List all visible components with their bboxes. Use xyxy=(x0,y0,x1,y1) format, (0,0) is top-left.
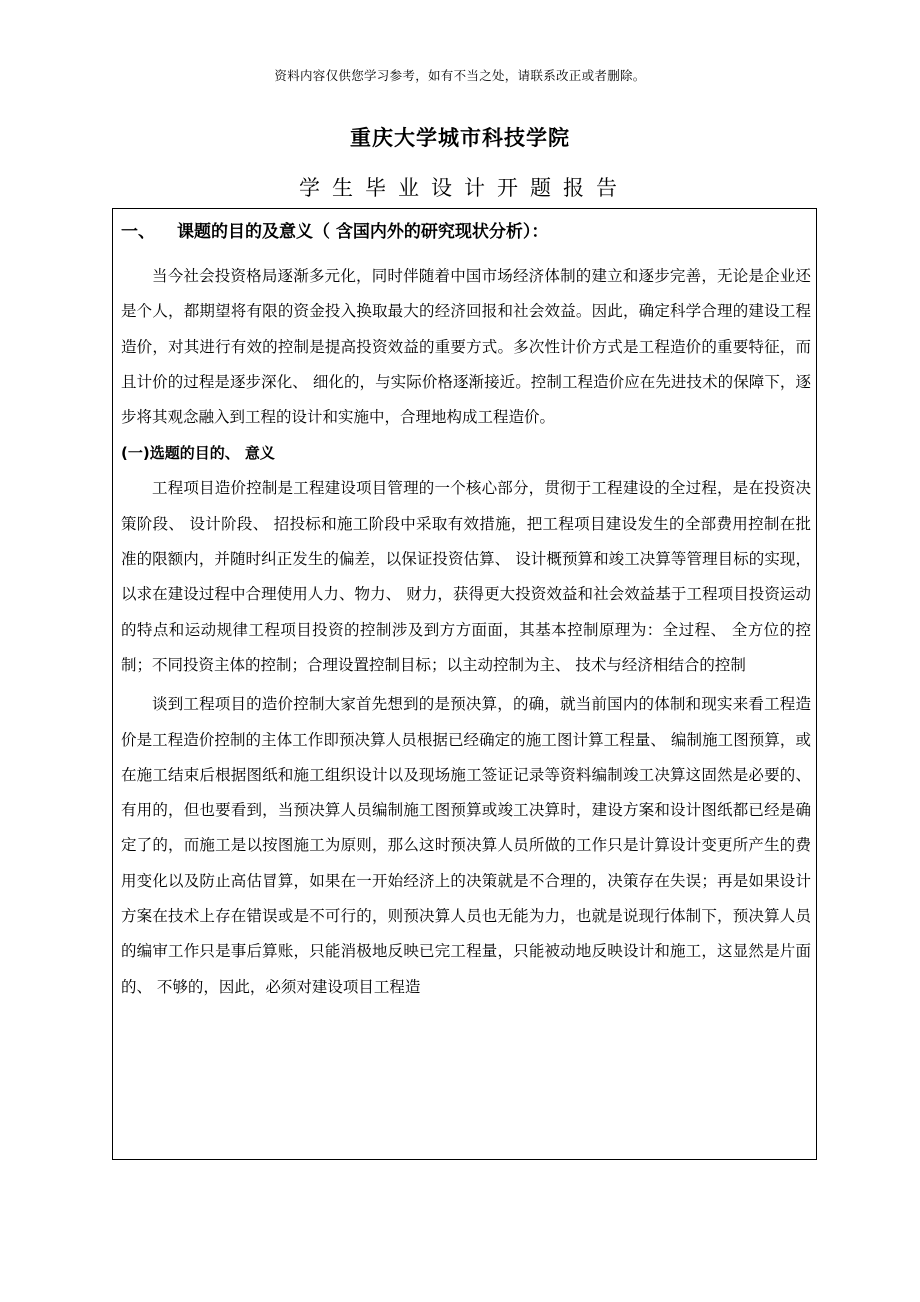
section-heading xyxy=(121,221,811,253)
subsection-heading: (一)选题的目的、 意义 xyxy=(121,444,275,463)
school-name: 重庆大学城市科技学院 xyxy=(350,126,570,150)
report-title: 学生毕业设计开题报告 xyxy=(299,176,629,200)
header-note: 资料内容仅供您学习参考，如有不当之处，请联系改正或者删除。 xyxy=(274,68,646,83)
section-title: 课题的目的及意义（ 含国内外的研究现状分析）： xyxy=(177,222,549,242)
budget-paragraph: 谈到工程项目的造价控制大家首先想到的是预决算，的确，就当前国内的体制和现实来看工程造价是工程造价控制的主体工作即预决算人员根据已经确定的施工图计算工程量、 编制施工图预算，或在施工结束后根据图纸和施工组织设计以及现场施工签证记录等资料编制竣工决算这固然是必要的、 有用的，但也要看到，当预决算人员编制施工图预算或竣工决算时，建设方案和设计图纸都已经是确定了的，而施工是以按图施工为原则，那么这时预决算人员所做的工作只是计算设计变更所产生的费用变化以及防止高估冒算，如果在一开始经济上的决策就是不合理的，决策存在失误；再是如果设计方案在技术上存在错误或是不可行的，则预决算人员也无能为力，也就是说现行体制下，预决算人员的编审工作只是事后算账，只能消极地反映已完工程量，只能被动地反映设计和施工，这显然是片面的、 不够的，因此，必须对建设项目工程造 xyxy=(121,695,811,996)
report-content xyxy=(121,221,811,1005)
intro-paragraph: 当今社会投资格局逐渐多元化，同时伴随着中国市场经济体制的建立和逐步完善，无论是企业还是个人，都期望将有限的资金投入换取最大的经济回报和社会效益。因此，确定科学合理的建设工程造价，对其进行有效的控制是提高投资效益的重要方式。多次性计价方式是工程造价的重要特征，而且计价的过程是逐步深化、 细化的，与实际价格逐渐接近。控制工程造价应在先进技术的保障下，逐步将其观念融入到工程的设计和实施中，合理地构成工程造价。 xyxy=(121,267,811,427)
section-number: 一、 xyxy=(121,222,155,242)
purpose-paragraph: 工程项目造价控制是工程建设项目管理的一个核心部分，贯彻于工程建设的全过程，是在投资决策阶段、 设计阶段、 招投标和施工阶段中采取有效措施，把工程项目建设发生的全部费用控制在批准的限额内，并随时纠正发生的偏差，以保证投资估算、 设计概预算和竣工决算等管理目标的实现，以求在建设过程中合理使用人力、物力、 财力，获得更大投资效益和社会效益基于工程项目投资运动的特点和运动规律工程项目投资的控制涉及到方方面面，其基本控制原理为：全过程、 全方位的控制；不同投资主体的控制；合理设置控制目标；以主动控制为主、 技术与经济相结合的控制 xyxy=(121,479,811,674)
report-frame xyxy=(112,208,817,1160)
